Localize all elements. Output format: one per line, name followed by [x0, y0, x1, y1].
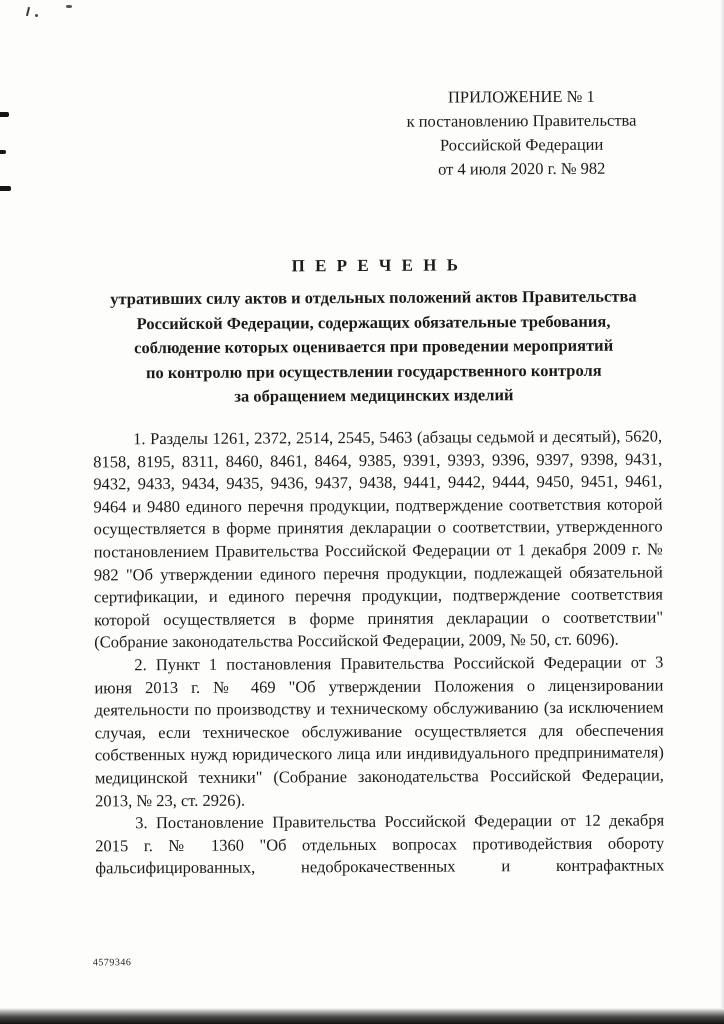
subtitle-line: за обращением медицинских изделий	[234, 385, 514, 406]
subtitle-line: Российской Федерации, содержащих обязательные требования,	[136, 311, 611, 333]
subtitle-line: соблюдение которых оценивается при проведении мероприятий	[134, 335, 614, 358]
document-subtitle	[71, 284, 676, 410]
header-line-date-number: от 4 июля 2020 г. № 982	[438, 158, 606, 179]
scan-edge-shadow	[0, 1008, 724, 1024]
header-line-resolution: к постановлению Правительства	[406, 110, 637, 131]
document-header	[376, 84, 666, 182]
paragraph-item-3: 3. Постановление Правительства Российской Федерации от 12 декабря 2015 г. № 1360 "Об отдельных вопросах противодействия обороту фальсифицированных, недоброкачественных и контрафактных	[95, 810, 665, 878]
header-line-appendix: ПРИЛОЖЕНИЕ № 1	[447, 86, 595, 107]
paragraph-item-1: 1. Разделы 1261, 2372, 2514, 2545, 5463 (абзацы седьмой и десятый), 5620, 8158, 8195, 8311, 8460, 8461, 8464, 9385, 9391, 9393, 9396, 9397, 9398, 9431, 9432, 9433, 9434, 9435, 9436, 9437, 9438, 9441, 9442, 9444, 9450, 9451, 9461, 9464 и 9480 единого перечня продукции, подтверждение соответствия которой осуществляется в форме принятия декларации о соответствии, утвержденного постановлением Правительства Российской Федерации от 1 декабря 2009 г. № 982 "Об утверждении единого перечня продукции, подлежащей обязательной сертификации, и единого перечня продукции, подтверждение соответствия которой осуществляется в форме принятия декларации о соответствии" (Собрание законодательства Российской Федерации, 2009, № 50, ст. 6096).	[93, 426, 664, 652]
header-line-federation: Российской Федерации	[439, 134, 604, 155]
document-body	[93, 425, 664, 880]
scan-edge-fade	[720, 0, 724, 1024]
document-title: П Е Р Е Ч Е Н Ь	[291, 255, 461, 276]
document-code: 4579346	[92, 957, 132, 969]
paragraph-item-2: 2. Пункт 1 постановления Правительства Российской Федерации от 3 июня 2013 г. № 469 "Об утверждении Положения о лицензировании деятельности по производству и техническому обслуживанию (за исключением случая, если техническое обслуживание осуществляется для обеспечения собственных нужд юридического лица или индивидуального предпринимателя) медицинской техники" (Собрание законодательства Российской Федерации, 2013, № 23, ст. 2926).	[94, 652, 664, 810]
subtitle-line: утративших силу актов и отдельных положений актов Правительства	[110, 286, 637, 309]
subtitle-line: по контролю при осуществлении государственного контроля	[145, 360, 602, 382]
